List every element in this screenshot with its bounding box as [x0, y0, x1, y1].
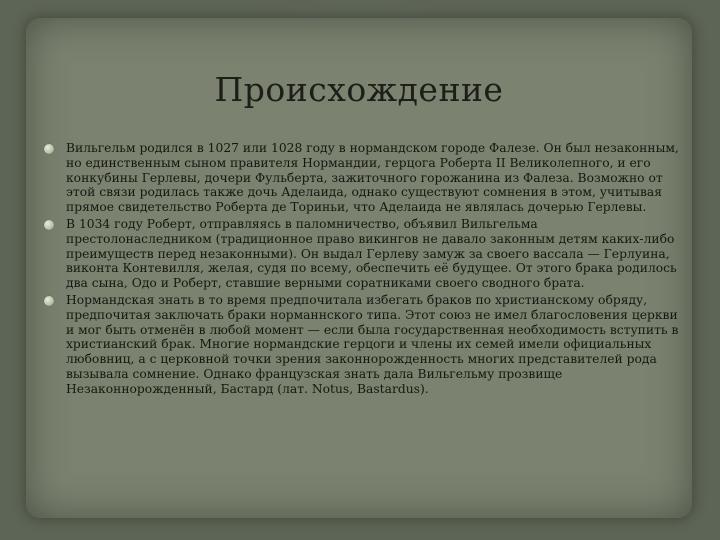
- bullet-text: Нормандская знать в то время предпочитала избегать браков по христианскому обряду, предпочитая заключать браки норманнского типа. Этот союз не имел благословения церкви и мог быть отменён в любой момент — если была государственная необходимость вступить в христианский брак. Многие нормандские герцоги и члены их семей имели официальных любовниц, а с церковной точки зрения законнорожденность многих представителей рода вызывала сомнение. Однако французская знать дала Вильгельму прозвище Незаконнорожденный, Бастард (лат. Notus, Bastardus).: [66, 292, 679, 396]
- bullet-icon: [44, 220, 54, 230]
- bullet-item: [44, 217, 684, 291]
- bullet-icon: [44, 144, 54, 154]
- content-panel: [26, 18, 692, 518]
- bullet-text: Вильгельм родился в 1027 или 1028 году в нормандском городе Фалезе. Он был незаконным, но единственным сыном правителя Нормандии, герцога Роберта II Великолепного, и его конкубины Герлевы, дочери Фульберта, зажиточного горожанина из Фалеза. Возможно от этой связи родилась также дочь Аделаида, однако существуют сомнения в этом, учитывая прямое свидетельство Роберта де Ториньи, что Аделаида не являлась дочерью Герлевы.: [66, 141, 679, 215]
- bullet-item: [44, 293, 684, 397]
- bullet-text: В 1034 году Роберт, отправляясь в паломничество, объявил Вильгельма престолонаследником (традиционное право викингов не давало законным детям каких-либо преимуществ перед незаконными). Он выдал Герлеву замуж за своего вассала — Герлуина, виконта Контевилля, желая, судя по всему, обеспечить её будущее. От этого брака родилось два сына, Одо и Роберт, ставшие верными соратниками своего сводного брата.: [66, 216, 677, 291]
- bullet-list: [44, 141, 684, 399]
- slide-title: Происхождение: [214, 70, 504, 109]
- bullet-icon: [44, 296, 54, 306]
- bullet-item: [44, 141, 684, 215]
